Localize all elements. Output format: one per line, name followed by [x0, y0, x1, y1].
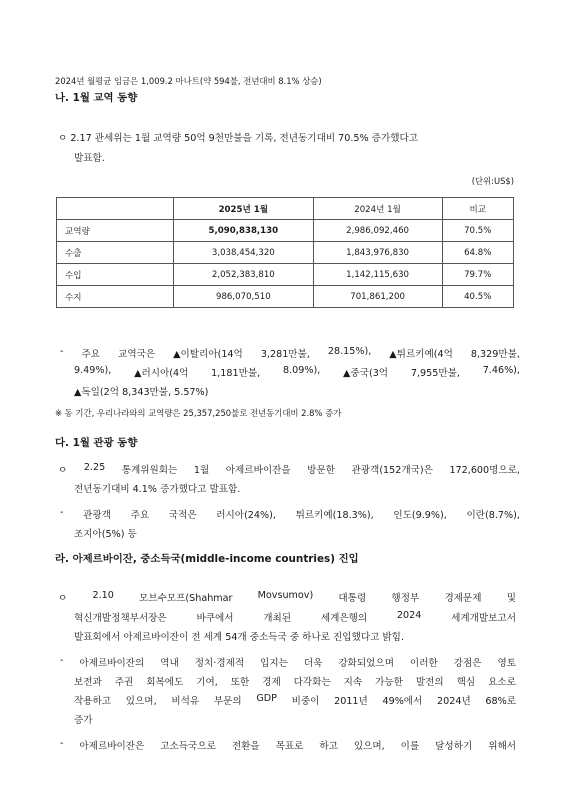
word: 고소득국으로: [160, 741, 216, 752]
word: 또한: [230, 677, 250, 688]
word: 작용하고: [74, 696, 112, 707]
word: 지속: [343, 677, 363, 688]
word: -: [60, 346, 64, 357]
table-header-cell: 비교: [442, 198, 514, 220]
word: 혁신개발정책부서장은: [74, 613, 167, 624]
word: ▲튀르키예(4억: [389, 349, 453, 360]
word: 가능한: [375, 677, 403, 688]
trade-paragraph-line-1: ㅇ 2.17 관세위는 1월 교역량 50억 9천만불을 기록, 전년동기대비 70.5% 증가했다고: [58, 133, 419, 144]
table-header-cell: 2025년 1월: [174, 198, 314, 220]
cell-2024: 1,142,115,630: [313, 264, 442, 286]
table-header-cell: [57, 198, 174, 220]
table-header-cell: 2024년 1월: [313, 198, 442, 220]
cell-compare: 40.5%: [442, 286, 514, 308]
section-heading-tourism: 다. 1월 관광 동향: [55, 437, 138, 449]
word: 세계개발보고서: [451, 613, 516, 624]
word: 49%에서: [382, 696, 423, 707]
word: 172,600명으로,: [449, 465, 520, 476]
word: 인도(9.9%),: [393, 510, 447, 521]
word: 방문한: [307, 465, 335, 476]
table-row: [57, 220, 514, 242]
cell-2024: 701,861,200: [313, 286, 442, 308]
word: 비중이: [291, 696, 320, 707]
word: 입지는: [260, 658, 288, 669]
tourism-paragraph-line-1: [58, 462, 520, 476]
word: 주요: [130, 510, 150, 521]
word: 강점은: [453, 658, 482, 669]
section-heading-trade: 나. 1월 교역 동향: [55, 92, 138, 104]
word: 핵심: [456, 677, 476, 688]
section-heading-middle-income: 라. 아제르바이잔, 중소득국(middle-income countries) 진입: [55, 553, 359, 565]
trade-note: ※ 동 기간, 우리나라와의 교역량은 25,357,250불로 전년동기대비 2.8% 증가: [55, 408, 342, 418]
word: 관광객: [83, 510, 111, 521]
cell-compare: 70.5%: [442, 220, 514, 242]
word: 경제: [262, 677, 281, 688]
word: 달성하기: [435, 741, 473, 752]
cell-2025: 2,052,383,810: [174, 264, 314, 286]
word: 아제르바이잔은: [79, 741, 145, 752]
word: 및: [506, 593, 516, 604]
word: 튀르키예(18.3%),: [295, 510, 374, 521]
word: 1월: [193, 465, 210, 476]
word: 목표로: [275, 741, 304, 752]
intro-line: 2024년 월평균 임금은 1,009.2 마나트(약 594불, 전년대비 8.1% 상승): [55, 76, 322, 86]
word: 바쿠에서: [196, 613, 234, 624]
word: 주요: [81, 349, 101, 360]
word: 경제문제: [444, 593, 482, 604]
word: 아제르바이잔을: [225, 465, 291, 476]
word: GDP: [256, 693, 277, 704]
word: 8,329만불,: [470, 349, 520, 360]
word: 대통령: [338, 593, 367, 604]
word: 부문의: [213, 696, 242, 707]
word: 2024: [396, 610, 422, 621]
row-label: 교역량: [57, 220, 174, 242]
unit-label: (단위:US$): [471, 176, 514, 186]
trade-table: [56, 197, 514, 308]
word: Movsumov): [257, 590, 314, 601]
table-header-row: [57, 198, 514, 220]
trade-paragraph-line-2: 발표함.: [74, 153, 105, 164]
cell-2024: 2,986,092,460: [313, 220, 442, 242]
middle-income-paragraph-line-1: [58, 590, 516, 604]
word: 1,181만불,: [211, 368, 261, 379]
middle-income-paragraph-line-3: 발표회에서 아제르바이잔이 전 세계 54개 중소득국 중 하나로 진입했다고 밝힘.: [74, 632, 404, 643]
word: 2.10: [92, 590, 114, 601]
table-row: [57, 286, 514, 308]
row-label: 수입: [57, 264, 174, 286]
word: 세계은행의: [320, 613, 368, 624]
word: 하고: [319, 741, 338, 752]
cell-2024: 1,843,976,830: [313, 242, 442, 264]
word: 행정부: [391, 593, 420, 604]
cell-2025: 3,038,454,320: [174, 242, 314, 264]
word: 이를: [400, 741, 420, 752]
word: 기여,: [196, 677, 218, 688]
word: 7.46%),: [482, 365, 520, 376]
word: ▲중국(3억: [343, 368, 389, 379]
word: 이란(8.7%),: [466, 510, 520, 521]
cell-2025: 5,090,838,130: [174, 220, 314, 242]
tourism-nationality-line-2: 조지아(5%) 등: [74, 529, 137, 540]
position-paragraph-line-1: [60, 655, 516, 669]
high-income-paragraph-line-1: [60, 738, 516, 752]
word: 다각화는: [293, 677, 331, 688]
word: 2011년: [334, 696, 368, 707]
tourism-nationality-line-1: [60, 507, 520, 521]
cell-compare: 79.7%: [442, 264, 514, 286]
cell-compare: 64.8%: [442, 242, 514, 264]
word: 2024년: [437, 696, 471, 707]
word: -: [60, 507, 64, 518]
word: 국적은: [168, 510, 197, 521]
word: 모브수모프(Shahmar: [139, 593, 233, 604]
word: 있으며,: [125, 696, 157, 707]
word: 3,281만불,: [260, 349, 310, 360]
word: 통계위원회는: [121, 465, 178, 476]
position-paragraph-line-4: 증가: [74, 715, 93, 726]
word: 교역국은: [118, 349, 156, 360]
word: ㅇ: [58, 465, 68, 476]
word: ▲러시아(4억: [134, 368, 189, 379]
word: 강화되었으며: [338, 658, 394, 669]
position-paragraph-line-2: [74, 674, 516, 688]
word: 이러한: [409, 658, 438, 669]
word: 관광객(152개국)은: [351, 465, 433, 476]
word: 회복에도: [146, 677, 184, 688]
table-row: [57, 242, 514, 264]
word: 발전의: [415, 677, 444, 688]
word: 더욱: [303, 658, 323, 669]
partners-line-2: [74, 365, 520, 379]
row-label: 수지: [57, 286, 174, 308]
word: 요소로: [488, 677, 516, 688]
word: 아제르바이잔의: [79, 658, 145, 669]
middle-income-paragraph-line-2: [74, 610, 516, 624]
partners-line-1: [60, 346, 520, 360]
tourism-paragraph-line-2: 전년동기대비 4.1% 증가했다고 발표함.: [74, 484, 241, 495]
word: 정치·경제적: [194, 658, 245, 669]
word: 8.09%),: [282, 365, 321, 376]
word: 2.25: [83, 462, 106, 473]
word: -: [60, 738, 64, 749]
word: -: [60, 655, 64, 666]
word: ㅇ: [58, 593, 68, 604]
partners-line-3: ▲독일(2억 8,343만불, 5.57%): [74, 387, 209, 398]
word: 28.15%),: [327, 346, 372, 357]
word: 영토: [497, 658, 516, 669]
word: 9.49%),: [74, 365, 112, 376]
word: 있으며,: [353, 741, 385, 752]
word: 주권: [114, 677, 134, 688]
word: 위해서: [488, 741, 516, 752]
position-paragraph-line-3: [74, 693, 516, 707]
table-row: [57, 264, 514, 286]
cell-2025: 986,070,510: [174, 286, 314, 308]
word: 역내: [160, 658, 179, 669]
word: ▲이탈리아(14억: [173, 349, 243, 360]
word: 비석유: [171, 696, 200, 707]
row-label: 수출: [57, 242, 174, 264]
word: 68%로: [485, 696, 516, 707]
word: 전환을: [231, 741, 260, 752]
word: 7,955만불,: [410, 368, 460, 379]
word: 보전과: [74, 677, 102, 688]
word: 개최된: [263, 613, 292, 624]
word: 러시아(24%),: [216, 510, 276, 521]
